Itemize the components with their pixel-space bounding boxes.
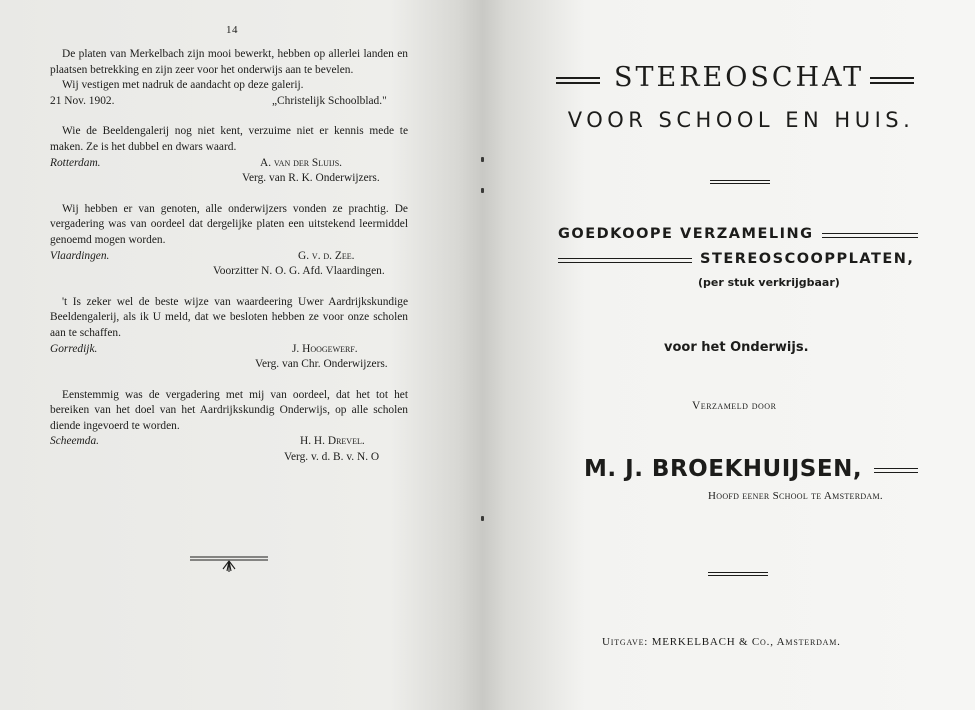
for-education: voor het Onderwijs. (664, 340, 809, 355)
binding-stitch (481, 157, 484, 162)
right-page (486, 0, 975, 710)
testimonial-4-role-line (50, 357, 408, 373)
heading-rule-right (822, 233, 918, 238)
testimonial-3-signature (50, 249, 408, 265)
short-divider (710, 180, 770, 184)
testimonial-3: Wij hebben er van genoten, alle onderwijzers vonden ze prachtig. De vergadering was van oordeel dat dergelijke platen een uitstekend leermiddel genoemd mogen worden. (50, 202, 408, 246)
binding-stitch (481, 516, 484, 521)
page-subtitle: VOOR SCHOOL EN HUIS. (567, 108, 915, 132)
ornament-divider-icon (190, 553, 268, 575)
heading-rule-left (558, 258, 692, 263)
testimonial-3-place: Vlaardingen. (50, 249, 110, 262)
publisher: Uitgave: MERKELBACH & Co., Amsterdam. (602, 636, 841, 648)
testimonials (50, 47, 408, 466)
testimonial-2-name: A. van der Sluijs. (260, 156, 342, 169)
testimonial-4-name: J. Hoogewerf. (292, 342, 358, 355)
testimonial-1b: Wij vestigen met nadruk de aandacht op deze galerij. (62, 79, 304, 92)
testimonial-2: Wie de Beeldengalerij nog niet kent, verzuime niet er kennis mede te maken. Ze is het dubbel en dwars waard. (50, 125, 408, 153)
testimonial-3-role-line (50, 264, 408, 280)
testimonial-2-place: Rotterdam. (50, 156, 101, 169)
testimonial-2-signature (50, 156, 408, 172)
bottom-divider (708, 572, 768, 576)
testimonial-5-signature (50, 434, 408, 450)
testimonial-4-signature (50, 342, 408, 358)
page-title: STEREOSCHAT (614, 62, 865, 93)
testimonial-2-role: Verg. van R. K. Onderwijzers. (242, 172, 380, 185)
testimonial-3-name: G. v. d. Zee. (298, 249, 355, 262)
title-rule-right (870, 77, 914, 84)
testimonial-5-name: H. H. Drevel. (300, 435, 365, 448)
author-rule (874, 468, 918, 473)
author-title: Hoofd eener School te Amsterdam. (708, 490, 883, 502)
testimonial-1-date: 21 Nov. 1902. (50, 94, 115, 107)
testimonial-4: 't Is zeker wel de beste wijze van waardeering Uwer Aardrijkskundige Beeldengalerij, als ik U meld, dat we besloten hebben ze voor onze scholen aan te schaffen. (50, 295, 408, 339)
testimonial-5-place: Scheemda. (50, 435, 100, 448)
testimonial-1-signature (50, 94, 408, 110)
availability-note: (per stuk verkrijgbaar) (698, 276, 840, 289)
testimonial-5-role-line (50, 450, 408, 466)
testimonial-5: Eenstemmig was de vergadering met mij van oordeel, dat het tot het bereiken van het doel van het Aardrijkskundig Onderwijs, op alle scholen diende ingevoerd te worden. (50, 388, 408, 432)
testimonial-1: De platen van Merkelbach zijn mooi bewerkt, hebben op allerlei landen en plaatsen betrekking en zijn zeer voor het onderwijs aan te bevelen. (50, 48, 408, 76)
testimonial-1-source: „Christelijk Schoolblad." (272, 94, 387, 107)
compiled-by: Verzameld door (692, 400, 777, 412)
testimonial-4-place: Gorredijk. (50, 342, 98, 355)
binding-stitch (481, 188, 484, 193)
heading-stereoscope: STEREOSCOOPPLATEN, (700, 251, 915, 267)
left-page (0, 0, 486, 710)
author-name: M. J. BROEKHUIJSEN, (584, 456, 863, 482)
testimonial-4-role: Verg. van Chr. Onderwijzers. (255, 358, 388, 371)
testimonial-3-role: Voorzitter N. O. G. Afd. Vlaardingen. (213, 265, 385, 278)
title-rule-left (556, 77, 600, 84)
page-number: 14 (226, 24, 238, 36)
testimonial-2-role-line (50, 171, 408, 187)
heading-collection: GOEDKOOPE VERZAMELING (558, 226, 814, 242)
testimonial-5-role: Verg. v. d. B. v. N. O (284, 451, 380, 464)
